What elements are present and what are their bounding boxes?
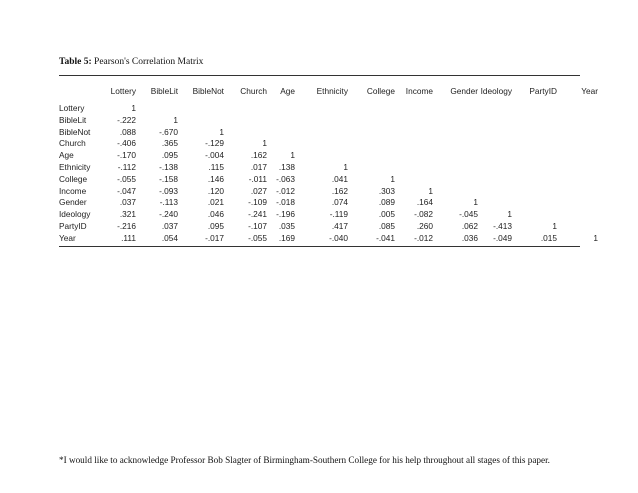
correlation-cell [295,103,348,115]
row-label-ethnicity: Ethnicity [59,161,91,172]
correlation-cell [557,209,598,221]
correlation-cell [478,186,512,198]
correlation-cell: -.196 [276,209,295,220]
table-row [59,174,598,186]
column-header-year: Year [581,86,598,96]
correlation-cell [224,127,267,139]
correlation-cell: -.670 [159,126,178,137]
correlation-cell [395,150,433,162]
row-label-church: Church [59,138,86,149]
correlation-cell [433,103,478,115]
correlation-cell [478,127,512,139]
correlation-cell: -.045 [459,209,478,220]
correlation-cell [478,150,512,162]
correlation-cell: -.170 [117,150,136,161]
table-row [59,127,598,139]
correlation-cell: -.049 [493,232,512,243]
correlation-cell [433,162,478,174]
table-row [59,233,598,245]
correlation-cell [267,138,295,150]
table-row [59,138,598,150]
correlation-cell [557,197,598,209]
correlation-cell [512,174,557,186]
correlation-cell: -.012 [414,232,433,243]
correlation-cell [178,103,224,115]
correlation-cell: -.112 [117,161,136,172]
correlation-cell [478,174,512,186]
correlation-cell: 1 [473,197,478,208]
column-header-age: Age [280,86,295,96]
correlation-cell: -.011 [248,173,267,184]
correlation-cell: .169 [278,232,295,243]
correlation-cell [395,103,433,115]
correlation-cell: -.413 [493,220,512,231]
column-header-biblenot: BibleNot [192,86,224,96]
table-header-corner [59,84,104,98]
correlation-cell [512,138,557,150]
correlation-cell: .035 [278,220,295,231]
correlation-cell [557,186,598,198]
correlation-cell [295,150,348,162]
correlation-cell: -.018 [276,197,295,208]
correlation-cell: -.017 [205,232,224,243]
correlation-cell: .095 [161,150,178,161]
column-header-ideology: Ideology [480,86,512,96]
correlation-cell: -.138 [159,161,178,172]
correlation-cell: -.040 [329,232,348,243]
correlation-cell: .036 [461,232,478,243]
correlation-cell: .365 [161,138,178,149]
correlation-cell [557,150,598,162]
correlation-cell [557,103,598,115]
correlation-cell: .164 [416,197,433,208]
correlation-cell [557,138,598,150]
correlation-cell [136,103,178,115]
correlation-cell [295,115,348,127]
correlation-cell: .417 [331,220,348,231]
footnote: *I would like to acknowledge Professor Bob Slagter of Birmingham-Southern College for his help throughout all stages of this paper. [59,455,550,465]
correlation-cell: 1 [593,232,598,243]
correlation-cell: -.047 [117,185,136,196]
correlation-cell: .260 [416,220,433,231]
correlation-cell [512,103,557,115]
correlation-cell [267,115,295,127]
table-row [59,103,598,115]
correlation-cell: .027 [250,185,267,196]
correlation-cell [478,197,512,209]
correlation-cell: .046 [207,209,224,220]
correlation-cell [433,127,478,139]
correlation-cell [433,174,478,186]
correlation-cell: -.406 [117,138,136,149]
correlation-cell [512,150,557,162]
row-label-lottery: Lottery [59,103,85,113]
correlation-cell: .162 [331,185,348,196]
row-label-year: Year [59,232,76,243]
correlation-cell [433,138,478,150]
correlation-cell [557,162,598,174]
correlation-cell: -.012 [276,185,295,196]
correlation-cell [224,103,267,115]
correlation-cell [512,162,557,174]
correlation-cell: -.063 [276,173,295,184]
row-label-partyid: PartyID [59,220,87,231]
correlation-cell: .095 [207,220,224,231]
correlation-cell [348,103,395,115]
correlation-cell [557,221,598,233]
correlation-cell [395,174,433,186]
correlation-cell [478,115,512,127]
table-row [59,209,598,221]
column-header-college: College [366,86,395,96]
column-header-partyid: PartyID [529,86,557,96]
correlation-cell [395,138,433,150]
correlation-cell: .015 [540,232,557,243]
correlation-cell [295,127,348,139]
row-label-gender: Gender [59,197,87,208]
table-caption-label: Table 5: [59,57,92,67]
correlation-cell [267,127,295,139]
correlation-cell [348,115,395,127]
correlation-cell [557,115,598,127]
correlation-cell [433,186,478,198]
correlation-cell: -.216 [117,220,136,231]
correlation-cell: .120 [207,185,224,196]
correlation-cell [512,186,557,198]
table-body [59,103,598,245]
correlation-cell [395,162,433,174]
correlation-cell: -.055 [117,173,136,184]
correlation-cell: 1 [131,103,136,113]
correlation-cell [348,127,395,139]
correlation-cell [478,138,512,150]
correlation-cell [512,209,557,221]
correlation-cell: -.158 [159,173,178,184]
correlation-cell: .041 [331,173,348,184]
correlation-cell: .005 [378,209,395,220]
correlation-cell: .111 [121,232,136,243]
correlation-cell: 1 [343,161,348,172]
correlation-cell: -.222 [117,114,136,125]
correlation-cell: 1 [552,220,557,231]
column-header-biblelit: BibleLit [150,86,178,96]
correlation-cell: .321 [119,209,136,220]
row-label-biblenot: BibleNot [59,126,91,137]
correlation-cell: .088 [119,126,136,137]
correlation-cell: .162 [250,150,267,161]
table-bottom-rule [59,246,580,247]
correlation-cell: .303 [378,185,395,196]
correlation-cell: -.113 [159,197,178,208]
column-header-income: Income [405,86,433,96]
correlation-cell [512,127,557,139]
table-caption-text: Pearson's Correlation Matrix [94,57,204,67]
correlation-cell: -.107 [248,220,267,231]
correlation-cell: 1 [428,185,433,196]
correlation-cell [295,138,348,150]
correlation-cell [395,127,433,139]
column-header-gender: Gender [450,86,478,96]
table-row [59,197,598,209]
correlation-cell: -.119 [329,209,348,220]
correlation-cell: 1 [173,114,178,125]
column-header-ethnicity: Ethnicity [316,86,348,96]
correlation-cell: -.240 [159,209,178,220]
row-label-age: Age [59,150,74,161]
correlation-cell: .037 [161,220,178,231]
table-header-row [59,84,598,98]
correlation-cell [267,103,295,115]
correlation-cell [557,174,598,186]
correlation-cell: 1 [262,138,267,149]
column-header-lottery: Lottery [110,86,136,96]
table-caption [59,57,203,67]
correlation-cell: -.109 [248,197,267,208]
correlation-cell [348,150,395,162]
correlation-matrix-table [59,84,598,245]
correlation-cell: .062 [461,220,478,231]
correlation-cell: 1 [390,173,395,184]
correlation-cell: .054 [161,232,178,243]
correlation-cell [433,115,478,127]
column-header-church: Church [240,86,267,96]
row-label-ideology: Ideology [59,209,91,220]
correlation-cell: .138 [278,161,295,172]
table-row [59,115,598,127]
correlation-cell: .017 [250,161,267,172]
table-top-rule [59,75,580,76]
correlation-cell: 1 [219,126,224,137]
correlation-cell: -.055 [248,232,267,243]
correlation-cell: -.241 [248,209,267,220]
correlation-cell: 1 [507,209,512,220]
correlation-cell: -.041 [376,232,395,243]
correlation-cell: 1 [290,150,295,161]
correlation-cell [395,115,433,127]
correlation-cell: -.129 [205,138,224,149]
table-row [59,150,598,162]
correlation-cell: .115 [208,161,224,172]
row-label-income: Income [59,185,87,196]
correlation-cell [512,197,557,209]
correlation-cell: -.082 [414,209,433,220]
table-row [59,186,598,198]
correlation-cell: .021 [207,197,224,208]
correlation-cell [478,103,512,115]
correlation-cell [433,150,478,162]
correlation-cell [348,138,395,150]
correlation-cell: .085 [378,220,395,231]
table-row [59,162,598,174]
correlation-cell [224,115,267,127]
correlation-cell: .037 [119,197,136,208]
correlation-cell [478,162,512,174]
row-label-college: College [59,173,88,184]
correlation-cell [348,162,395,174]
correlation-cell: .074 [331,197,348,208]
row-label-biblelit: BibleLit [59,114,87,125]
correlation-cell [178,115,224,127]
table-row [59,221,598,233]
correlation-cell [557,127,598,139]
correlation-cell: -.004 [205,150,224,161]
correlation-cell: -.093 [159,185,178,196]
correlation-cell [512,115,557,127]
correlation-cell: .089 [378,197,395,208]
correlation-cell: .146 [207,173,224,184]
